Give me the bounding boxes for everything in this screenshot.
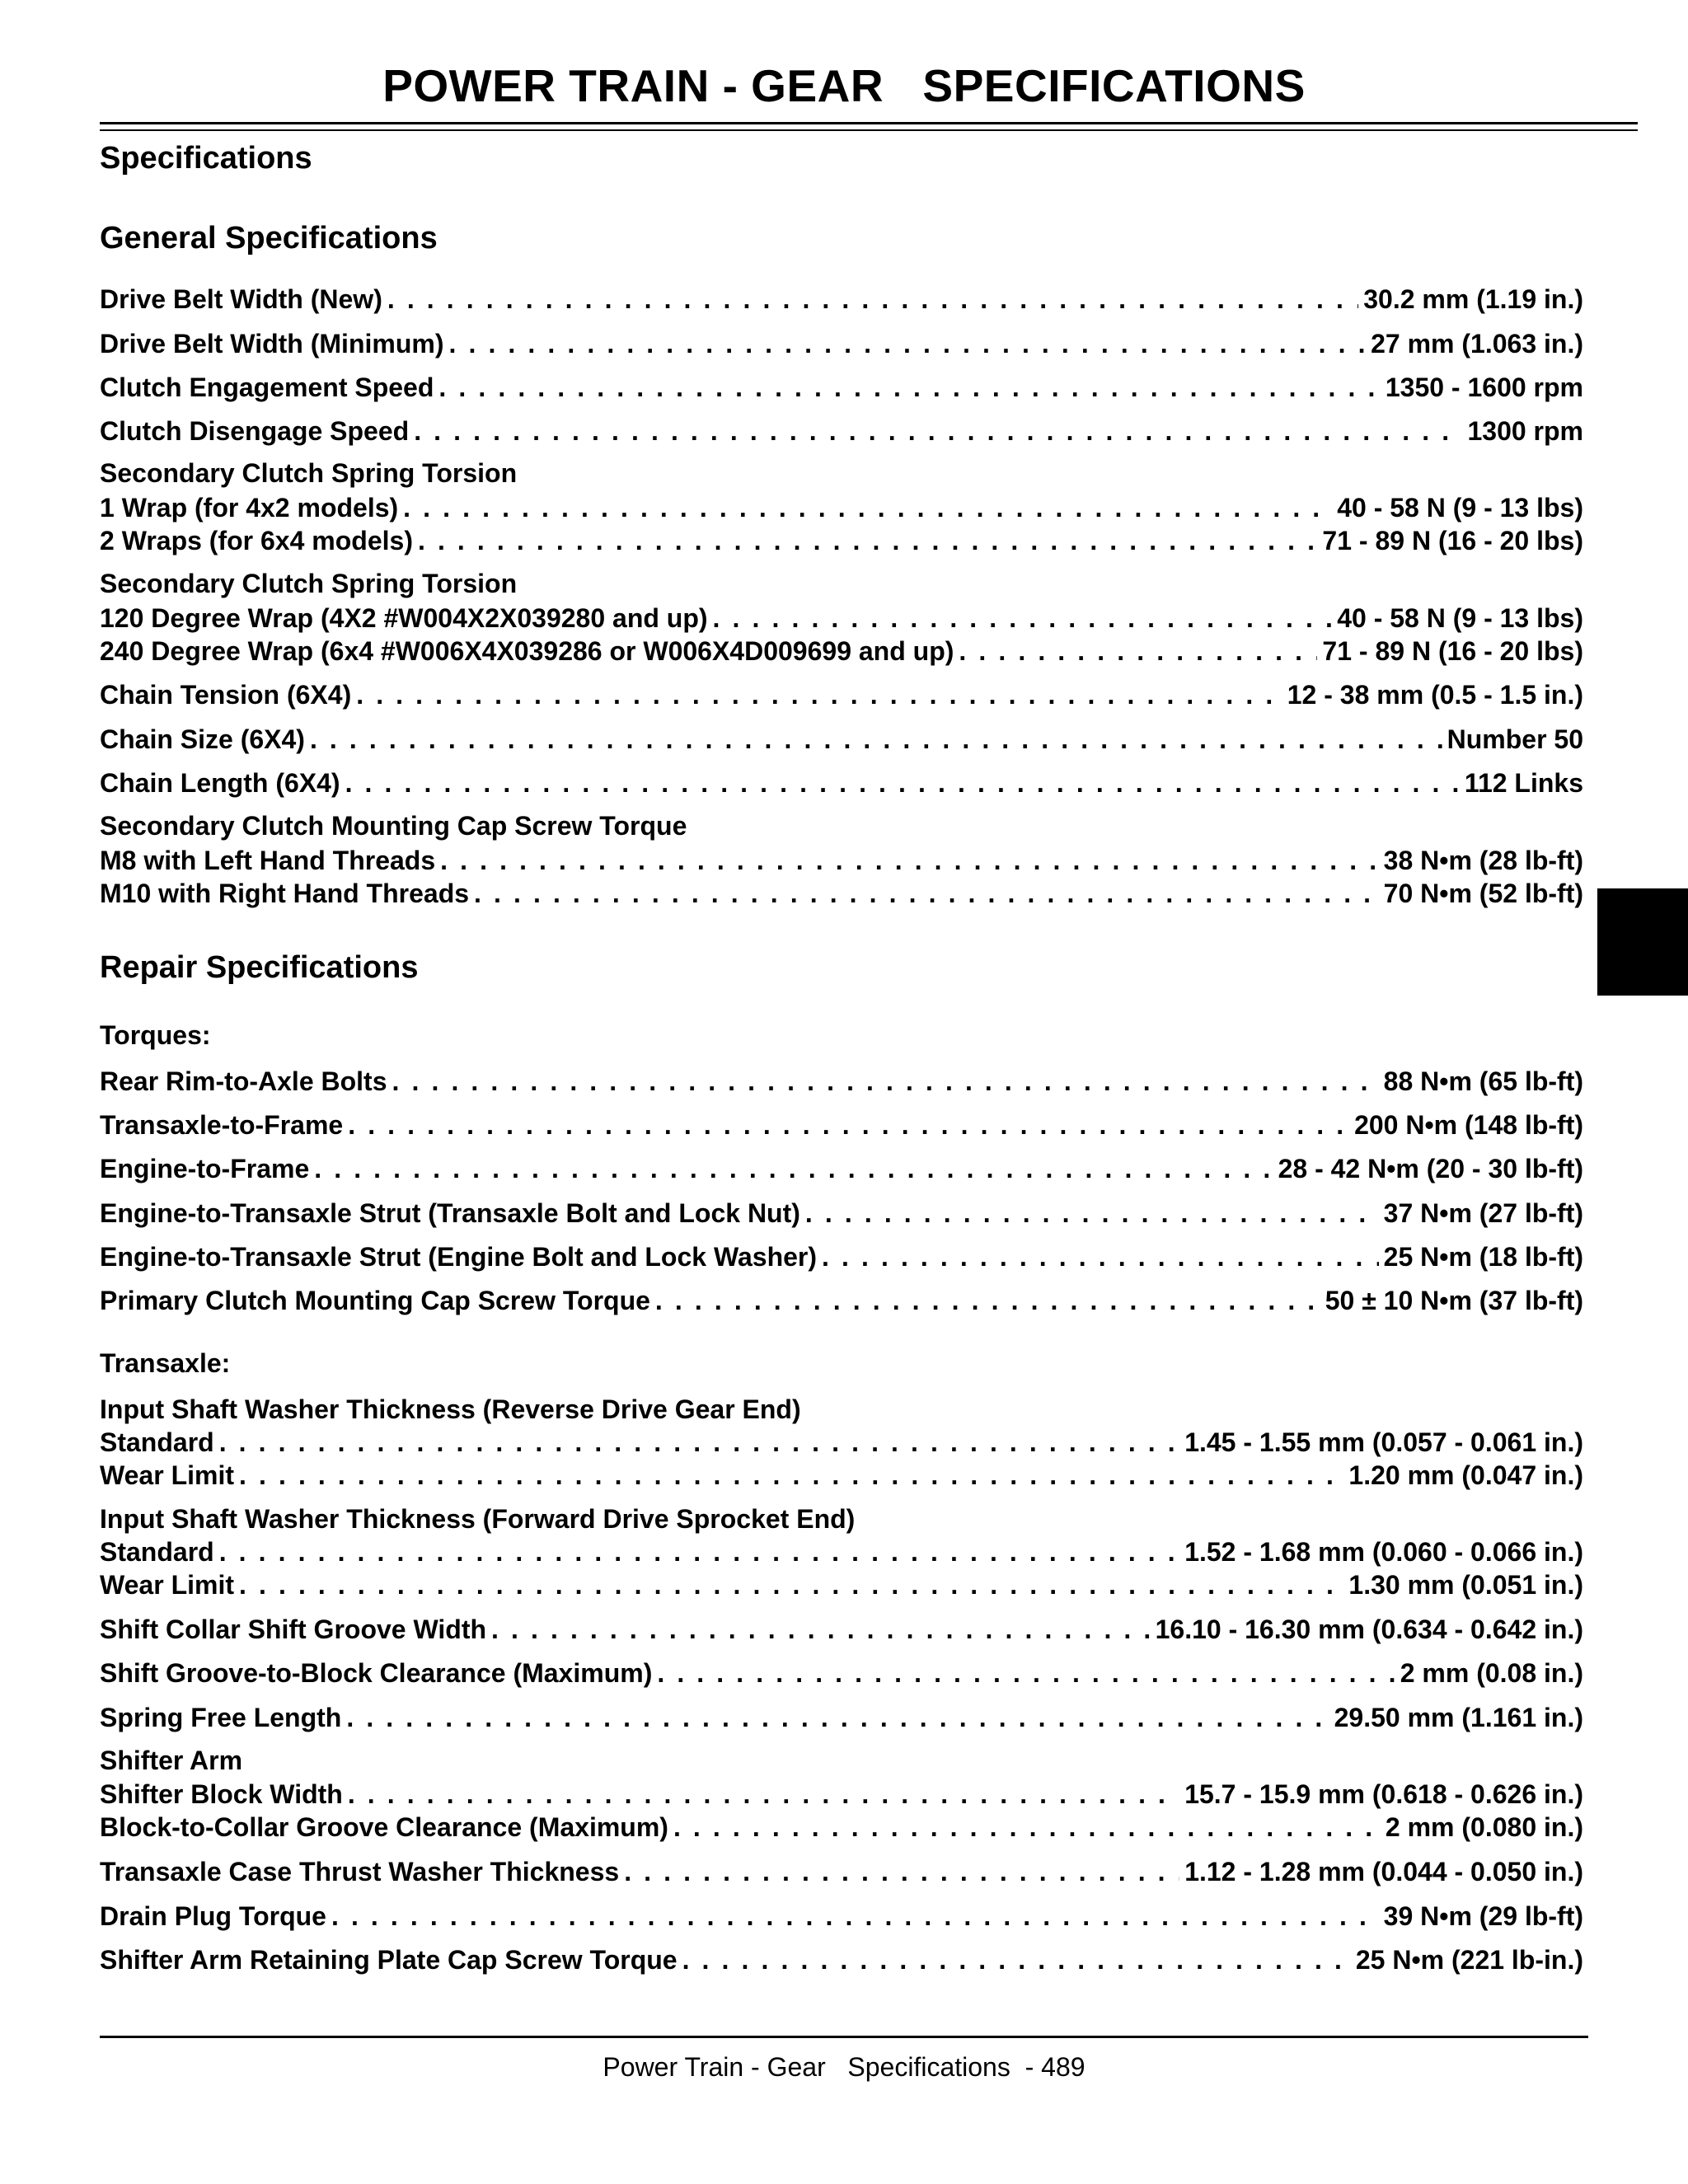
spec-value: 71 - 89 N (16 - 20 lbs) xyxy=(1322,636,1583,666)
section-tab-marker xyxy=(1597,888,1688,996)
group-label-transaxle: Transaxle: xyxy=(100,1348,231,1378)
spec-label: Wear Limit xyxy=(100,1460,234,1490)
group-label-torques: Torques: xyxy=(100,1020,211,1050)
dot-leader xyxy=(392,1065,1379,1098)
spec-value: 40 - 58 N (9 - 13 lbs) xyxy=(1337,493,1583,523)
spec-row xyxy=(100,1568,1583,1601)
dot-leader xyxy=(474,877,1379,910)
spec-value: 1.45 - 1.55 mm (0.057 - 0.061 in.) xyxy=(1184,1427,1583,1457)
spec-label: 120 Degree Wrap (4X2 #W004X2X039280 and up) xyxy=(100,603,708,633)
group-title: Input Shaft Washer Thickness (Forward Drive Sprocket End) xyxy=(100,1504,856,1534)
dot-leader xyxy=(682,1943,1351,1976)
dot-leader xyxy=(219,1426,1180,1459)
spec-value: 27 mm (1.063 in.) xyxy=(1371,329,1583,359)
dot-leader xyxy=(440,844,1379,877)
spec-label: Drain Plug Torque xyxy=(100,1901,326,1931)
spec-value: 1.30 mm (0.051 in.) xyxy=(1348,1570,1583,1600)
dot-leader xyxy=(805,1197,1379,1230)
dot-leader xyxy=(219,1535,1180,1568)
spec-row xyxy=(100,1426,1583,1459)
spec-value: 40 - 58 N (9 - 13 lbs) xyxy=(1337,603,1583,633)
spec-label: Engine-to-Transaxle Strut (Transaxle Bolt and Lock Nut) xyxy=(100,1198,800,1228)
spec-value: 28 - 42 N•m (20 - 30 lb-ft) xyxy=(1278,1154,1583,1183)
dot-leader xyxy=(346,1701,1329,1734)
spec-row xyxy=(100,1701,1583,1734)
spec-label: Shifter Block Width xyxy=(100,1779,343,1809)
spec-label: Chain Tension (6X4) xyxy=(100,680,352,710)
spec-row xyxy=(100,1613,1583,1646)
dot-leader xyxy=(239,1568,1343,1601)
spec-row xyxy=(100,1855,1583,1888)
spec-value: Number 50 xyxy=(1447,724,1583,754)
spec-row xyxy=(100,415,1583,448)
dot-leader xyxy=(822,1240,1379,1273)
group-title: Input Shaft Washer Thickness (Reverse Drive Gear End) xyxy=(100,1394,801,1424)
spec-label: Clutch Disengage Speed xyxy=(100,416,410,446)
group-title: Secondary Clutch Spring Torsion xyxy=(100,569,518,598)
page-footer: Power Train - Gear Specifications - 489 xyxy=(603,2052,1085,2082)
spec-value: 200 N•m (148 lb-ft) xyxy=(1354,1110,1583,1140)
dot-leader xyxy=(448,327,1366,360)
spec-label: Engine-to-Transaxle Strut (Engine Bolt and Lock Washer) xyxy=(100,1242,818,1272)
dot-leader xyxy=(331,1900,1379,1933)
dot-leader xyxy=(959,635,1317,668)
dot-leader xyxy=(438,371,1380,404)
spec-label: Drive Belt Width (New) xyxy=(100,284,382,314)
spec-label: Shift Groove-to-Block Clearance (Maximum) xyxy=(100,1658,653,1688)
spec-label: 240 Degree Wrap (6x4 #W006X4X039286 or W006X4D009699 and up) xyxy=(100,636,954,666)
spec-row xyxy=(100,1152,1583,1185)
spec-row xyxy=(100,1535,1583,1568)
spec-row xyxy=(100,844,1583,877)
group-title: Secondary Clutch Spring Torsion xyxy=(100,458,518,488)
spec-value: 1.12 - 1.28 mm (0.044 - 0.050 in.) xyxy=(1184,1857,1583,1886)
spec-value: 12 - 38 mm (0.5 - 1.5 in.) xyxy=(1287,680,1583,710)
spec-value: 50 ± 10 N•m (37 lb-ft) xyxy=(1325,1286,1583,1315)
spec-value: 25 N•m (18 lb-ft) xyxy=(1383,1242,1583,1272)
dot-leader xyxy=(713,602,1333,635)
spec-value: 70 N•m (52 lb-ft) xyxy=(1383,879,1583,908)
spec-label: Wear Limit xyxy=(100,1570,234,1600)
spec-row xyxy=(100,1284,1583,1317)
spec-label: M10 with Right Hand Threads xyxy=(100,879,470,908)
spec-label: Clutch Engagement Speed xyxy=(100,373,434,402)
spec-value: 15.7 - 15.9 mm (0.618 - 0.626 in.) xyxy=(1184,1779,1583,1809)
spec-value: 25 N•m (221 lb-in.) xyxy=(1355,1945,1583,1975)
dot-leader xyxy=(418,524,1317,557)
spec-label: Primary Clutch Mounting Cap Screw Torque xyxy=(100,1286,650,1315)
dot-leader xyxy=(239,1459,1343,1492)
dot-leader xyxy=(356,678,1282,711)
spec-row xyxy=(100,524,1583,557)
dot-leader xyxy=(348,1108,1349,1141)
spec-row xyxy=(100,1811,1583,1844)
dot-leader xyxy=(673,1811,1381,1844)
dot-leader xyxy=(387,283,1358,316)
spec-value: 1300 rpm xyxy=(1467,416,1583,446)
dot-leader xyxy=(657,1657,1395,1690)
spec-row xyxy=(100,327,1583,360)
section-heading-repair: Repair Specifications xyxy=(100,950,419,985)
group-title: Secondary Clutch Mounting Cap Screw Torque xyxy=(100,811,687,841)
spec-row xyxy=(100,723,1583,756)
spec-value: 1350 - 1600 rpm xyxy=(1385,373,1583,402)
dot-leader xyxy=(345,766,1460,799)
spec-value: 2 mm (0.08 in.) xyxy=(1400,1658,1583,1688)
spec-label: Spring Free Length xyxy=(100,1703,342,1732)
page-title: POWER TRAIN - GEAR SPECIFICATIONS xyxy=(382,60,1306,111)
spec-label: Shifter Arm Retaining Plate Cap Screw Torque xyxy=(100,1945,678,1975)
section-heading-general: General Specifications xyxy=(100,221,438,255)
dot-leader xyxy=(624,1855,1179,1888)
spec-label: Chain Size (6X4) xyxy=(100,724,305,754)
dot-leader xyxy=(491,1613,1151,1646)
spec-label: 2 Wraps (for 6x4 models) xyxy=(100,526,413,555)
footer-rule xyxy=(100,2036,1588,2038)
spec-row xyxy=(100,491,1583,524)
spec-label: M8 with Left Hand Threads xyxy=(100,846,436,875)
spec-row xyxy=(100,1065,1583,1098)
spec-label: Shift Collar Shift Groove Width xyxy=(100,1615,487,1644)
spec-row xyxy=(100,1657,1583,1690)
spec-row xyxy=(100,766,1583,799)
group-title: Shifter Arm xyxy=(100,1746,243,1775)
spec-row xyxy=(100,1240,1583,1273)
spec-row xyxy=(100,1900,1583,1933)
spec-row xyxy=(100,635,1583,668)
spec-value: 1.20 mm (0.047 in.) xyxy=(1348,1460,1583,1490)
spec-row xyxy=(100,1778,1583,1811)
spec-label: Standard xyxy=(100,1427,214,1457)
spec-label: Chain Length (6X4) xyxy=(100,768,340,798)
spec-value: 30.2 mm (1.19 in.) xyxy=(1363,284,1583,314)
spec-label: Transaxle Case Thrust Washer Thickness xyxy=(100,1857,620,1886)
spec-label: Transaxle-to-Frame xyxy=(100,1110,344,1140)
spec-value: 71 - 89 N (16 - 20 lbs) xyxy=(1322,526,1583,555)
spec-label: Rear Rim-to-Axle Bolts xyxy=(100,1066,387,1096)
dot-leader xyxy=(310,723,1442,756)
dot-leader xyxy=(403,491,1332,524)
spec-row xyxy=(100,1459,1583,1492)
spec-value: 2 mm (0.080 in.) xyxy=(1385,1812,1583,1842)
spec-row xyxy=(100,1943,1583,1976)
spec-value: 88 N•m (65 lb-ft) xyxy=(1383,1066,1583,1096)
spec-value: 37 N•m (27 lb-ft) xyxy=(1383,1198,1583,1228)
spec-value: 1.52 - 1.68 mm (0.060 - 0.066 in.) xyxy=(1184,1537,1583,1567)
spec-label: 1 Wrap (for 4x2 models) xyxy=(100,493,399,523)
header-rule xyxy=(100,122,1638,124)
spec-value: 112 Links xyxy=(1464,768,1583,798)
spec-value: 38 N•m (28 lb-ft) xyxy=(1383,846,1583,875)
spec-label: Block-to-Collar Groove Clearance (Maximum) xyxy=(100,1812,668,1842)
spec-value: 29.50 mm (1.161 in.) xyxy=(1334,1703,1583,1732)
spec-label: Standard xyxy=(100,1537,214,1567)
spec-row xyxy=(100,602,1583,635)
spec-row xyxy=(100,371,1583,404)
dot-leader xyxy=(348,1778,1179,1811)
spec-row xyxy=(100,877,1583,910)
spec-row xyxy=(100,1197,1583,1230)
spec-label: Drive Belt Width (Minimum) xyxy=(100,329,444,359)
spec-value: 39 N•m (29 lb-ft) xyxy=(1383,1901,1583,1931)
spec-row xyxy=(100,1108,1583,1141)
spec-row xyxy=(100,678,1583,711)
spec-row xyxy=(100,283,1583,316)
dot-leader xyxy=(414,415,1462,448)
spec-value: 16.10 - 16.30 mm (0.634 - 0.642 in.) xyxy=(1155,1615,1583,1644)
dot-leader xyxy=(655,1284,1320,1317)
header-rule-thin xyxy=(100,129,1638,131)
dot-leader xyxy=(314,1152,1273,1185)
section-heading-specifications: Specifications xyxy=(100,141,312,176)
spec-label: Engine-to-Frame xyxy=(100,1154,310,1183)
